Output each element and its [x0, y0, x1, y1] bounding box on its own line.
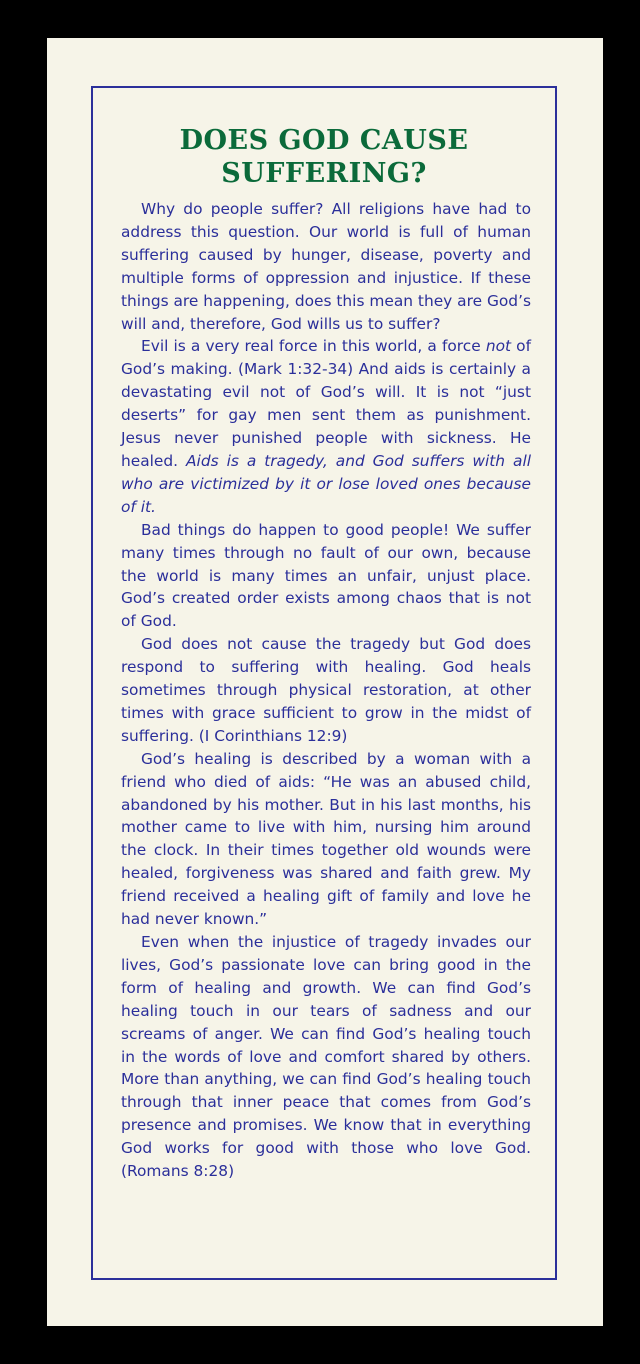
paragraph-bad-things: Bad things do happen to good people! We suffer many times through no fault of our own, because the world is many times an unfair, unjust place. God’s created order exists among chaos that is not of God. [121, 520, 531, 631]
page-title [93, 124, 555, 190]
title-line-1: DOES GOD CAUSE [179, 125, 469, 156]
pamphlet-card [47, 38, 603, 1326]
paragraph-2-text-a: Evil is a very real force in this world, a force [141, 337, 486, 356]
paragraph-2-italic-b: Aids is a tragedy, and God suffers with all who are victimized by it or lose loved ones because of it. [121, 451, 531, 516]
paragraph-2-text-b: of God’s making. (Mark 1:32-34) And aids is certainly a devastating evil not of God’s will. It is not “just deserts” for gay men sent them as punishment. Jesus never punished people with sickness. He healed. [121, 337, 531, 470]
paragraph-testimony: God’s healing is described by a woman with a friend who died of aids: “He was an abused child, abandoned by his mother. But in his last months, his mother came to live with him, nursing him around the clock. In their times together old wounds were healed, forgiveness was shared and faith grew. My friend received a healing gift of family and love he had never known.” [121, 749, 531, 929]
page-border [91, 86, 557, 1280]
body-text [121, 198, 531, 1183]
paragraph-evil-force [121, 335, 531, 518]
paragraph-god-heals: God does not cause the tragedy but God does respond to suffering with healing. God heals sometimes through physical restoration, at other times with grace sufficient to grow in the midst of suffering. (I Corinthians 12:9) [121, 635, 531, 745]
title-line-2: SUFFERING? [221, 158, 427, 189]
paragraph-healing-touch: Even when the injustice of tragedy invades our lives, God’s passionate love can bring good in the form of healing and growth. We can find God’s healing touch in our tears of sadness and our screams of anger. We can find God’s healing touch in the words of love and comfort shared by others. More than anything, we can find God’s healing touch through that inner peace that comes from God’s presence and promises. We know that in everything God works for good with those who love God. (Romans 8:28) [121, 933, 531, 1181]
paragraph-why-suffer: Why do people suffer? All religions have had to address this question. Our world is full of human suffering caused by hunger, disease, poverty and multiple forms of oppression and injustice. If these things are happening, does this mean they are God’s will and, therefore, God wills us to suffer? [121, 200, 531, 333]
paragraph-2-italic-a: not [485, 337, 512, 356]
